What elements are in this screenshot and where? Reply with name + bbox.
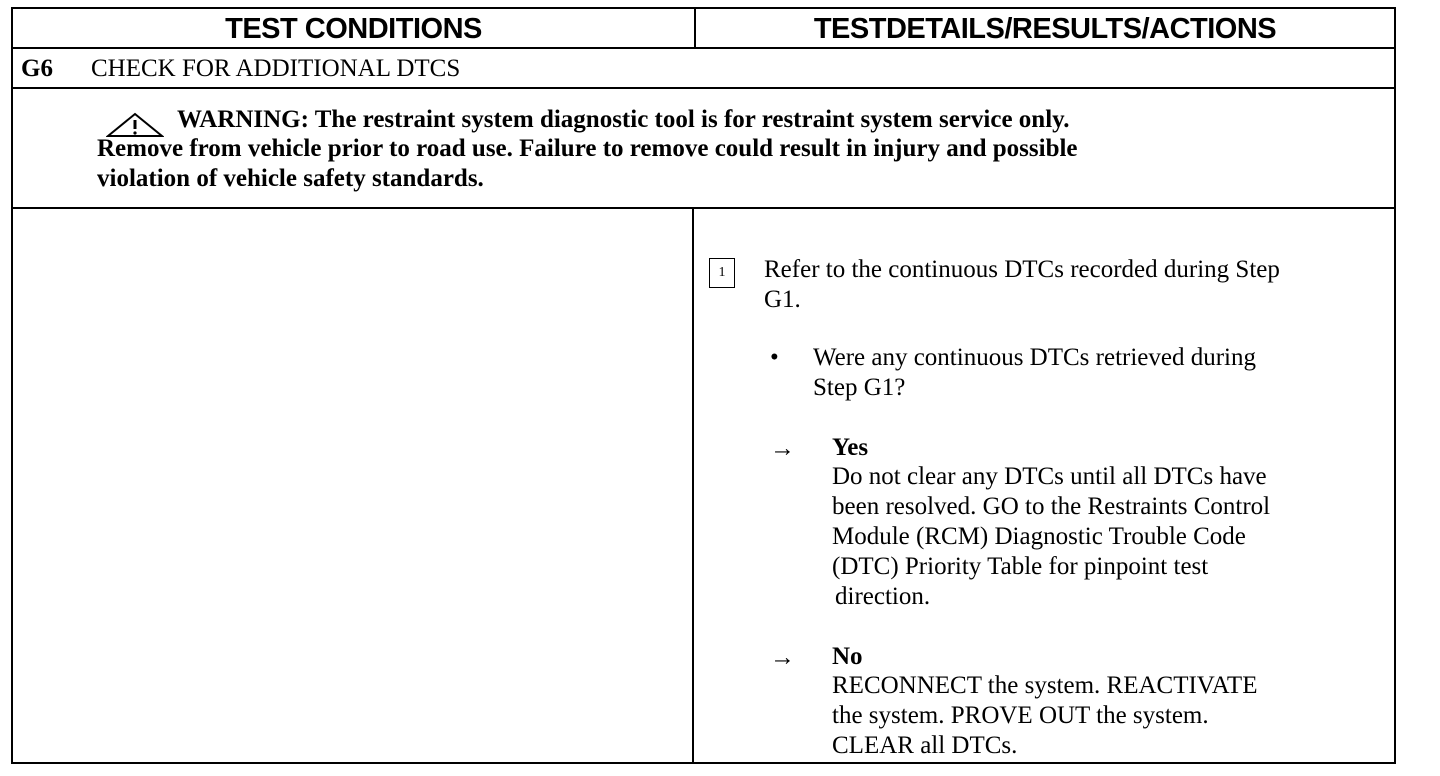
warning-block bbox=[13, 89, 1394, 209]
warning-line-1: WARNING: The restraint system diagnostic tool is for restraint system service only. bbox=[177, 106, 1070, 133]
yes-line-2: been resolved. GO to the Restraints Control bbox=[832, 493, 1271, 520]
yes-line-3: Module (RCM) Diagnostic Trouble Code bbox=[832, 523, 1246, 550]
yes-arrow-icon: → bbox=[770, 435, 795, 462]
yes-line-5: direction. bbox=[835, 583, 931, 610]
bullet-icon: • bbox=[770, 344, 779, 371]
yes-label: Yes bbox=[832, 434, 869, 461]
instruction-line-2: G1. bbox=[764, 286, 801, 313]
question-line-1: Were any continuous DTCs retrieved during bbox=[813, 344, 1257, 371]
warning-line-2: Remove from vehicle prior to road use. Failure to remove could result in injury and possible bbox=[97, 135, 1078, 162]
no-line-3: CLEAR all DTCs. bbox=[832, 732, 1018, 759]
no-arrow-icon: → bbox=[770, 644, 795, 671]
step-number-box: 1 bbox=[709, 258, 735, 288]
yes-line-4: (DTC) Priority Table for pinpoint test bbox=[832, 553, 1209, 580]
instruction-line-1: Refer to the continuous DTCs recorded during Step bbox=[764, 256, 1280, 283]
no-line-2: the system. PROVE OUT the system. bbox=[832, 702, 1209, 729]
question-line-2: Step G1? bbox=[813, 374, 906, 401]
step-title-row bbox=[13, 49, 1394, 89]
diagnostic-table bbox=[11, 7, 1396, 764]
test-details-cell bbox=[694, 209, 1394, 762]
header-test-details: TESTDETAILS/RESULTS/ACTIONS bbox=[813, 13, 1277, 45]
no-label: No bbox=[832, 643, 863, 670]
warning-line-3: violation of vehicle safety standards. bbox=[97, 165, 484, 192]
yes-line-1: Do not clear any DTCs until all DTCs have bbox=[832, 463, 1267, 490]
no-line-1: RECONNECT the system. REACTIVATE bbox=[832, 672, 1258, 699]
step-title: CHECK FOR ADDITIONAL DTCS bbox=[91, 55, 461, 82]
header-test-conditions: TEST CONDITIONS bbox=[225, 13, 482, 45]
step-id: G6 bbox=[21, 55, 53, 82]
table-header bbox=[13, 9, 1394, 49]
